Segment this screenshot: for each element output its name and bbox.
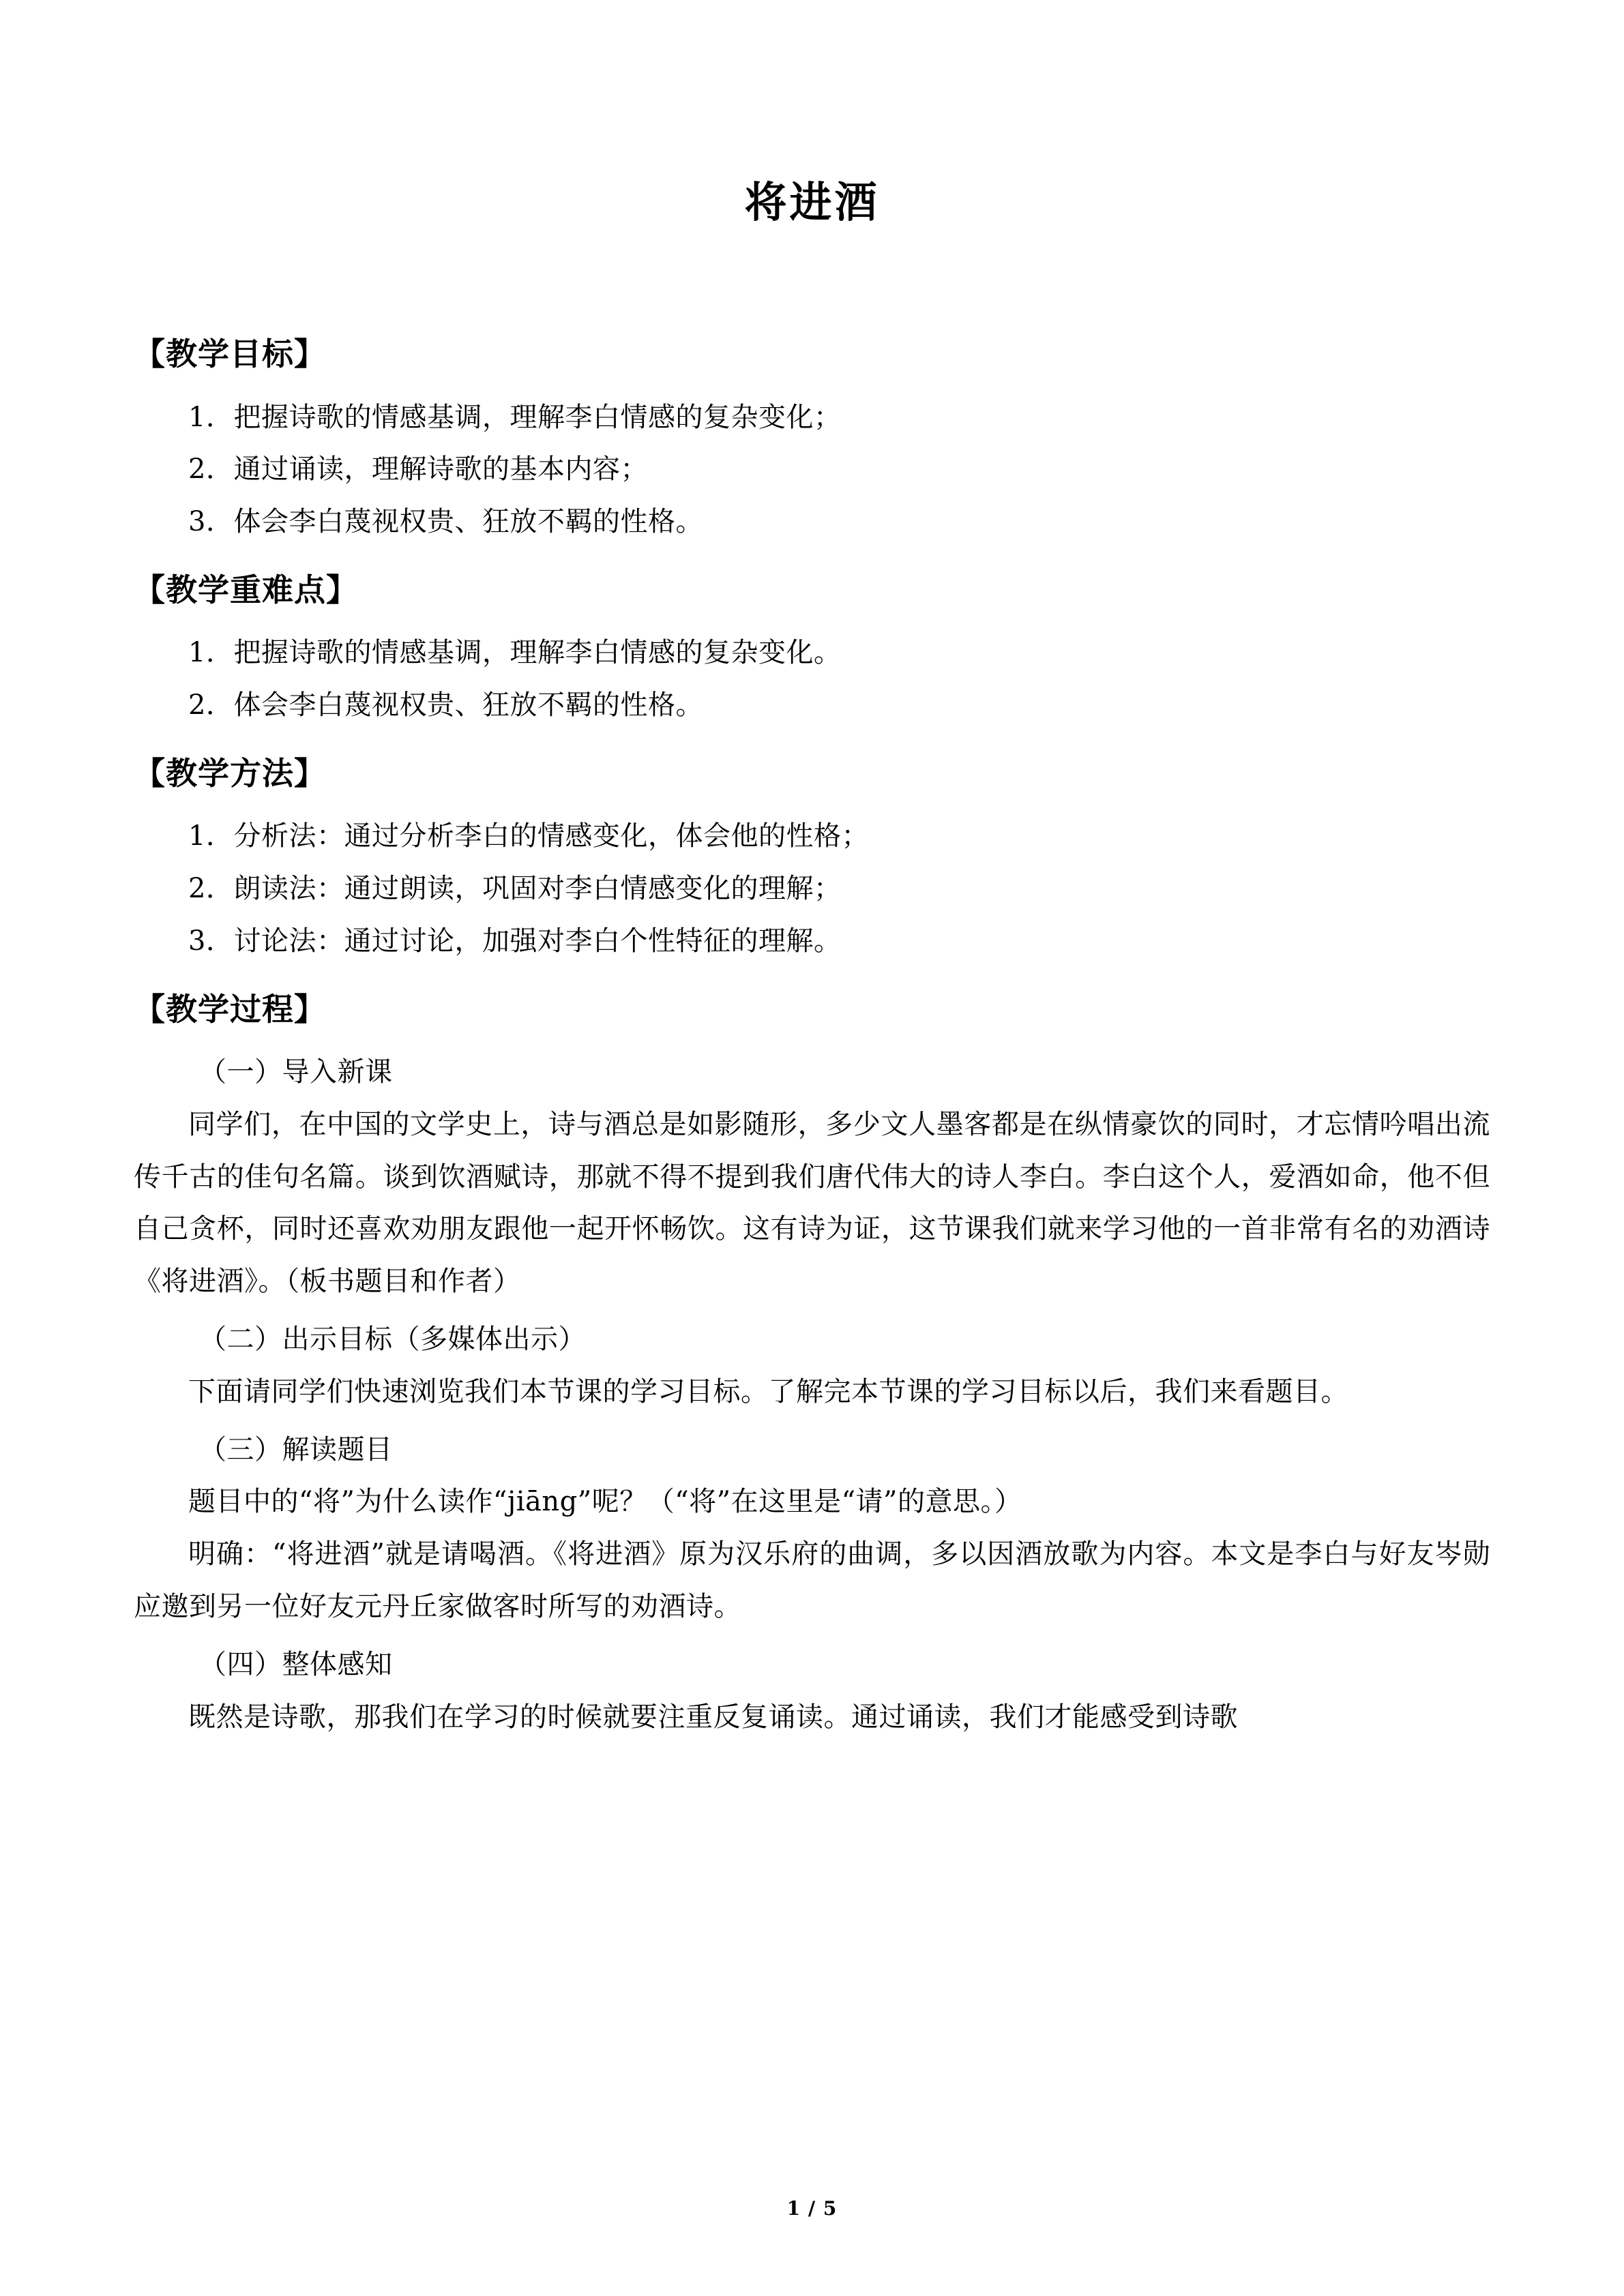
list-item: 3．体会李白蔑视权贵、狂放不羁的性格。 xyxy=(188,506,703,538)
page-number: 1 / 5 xyxy=(786,2197,838,2220)
process-block-goals xyxy=(134,1313,1490,1418)
process-block-intro xyxy=(134,1046,1490,1308)
process-block-overall-perception xyxy=(134,1639,1490,1744)
process-label: （二）出示目标（多媒体出示） xyxy=(199,1323,586,1355)
list-item: 1．分析法：通过分析李白的情感变化，体会他的性格； xyxy=(188,820,869,852)
process-text: 同学们，在中国的文学史上，诗与酒总是如影随形，多少文人墨客都是在纵情豪饮的同时，才忘情吟唱出流传千古的佳句名篇。谈到饮酒赋诗，那就不得不提到我们唐代伟大的诗人李白。李白这个人，爱酒如命，他不但自己贪杯，同时还喜欢劝朋友跟他一起开怀畅饮。这有诗为证，这节课我们就来学习他的一首非常有名的劝酒诗《将进酒》。（板书题目和作者） xyxy=(134,1108,1490,1298)
page-title: 将进酒 xyxy=(744,177,880,227)
section-heading-process: 【教学过程】 xyxy=(134,990,326,1028)
list-item: 2．通过诵读，理解诗歌的基本内容； xyxy=(188,453,648,486)
section-heading-key-points: 【教学重难点】 xyxy=(134,571,358,609)
process-text: 既然是诗歌，那我们在学习的时候就要注重反复诵读。通过诵读，我们才能感受到诗歌 xyxy=(188,1701,1238,1733)
process-block-title-analysis xyxy=(134,1424,1490,1633)
section-heading-methods: 【教学方法】 xyxy=(134,754,326,792)
section-heading-objectives: 【教学目标】 xyxy=(134,336,326,373)
process-text: 题目中的“将”为什么读作“jiāng”呢？（“将”在这里是“请”的意思。） xyxy=(188,1486,1022,1518)
process-label: （三）解读题目 xyxy=(199,1433,393,1465)
list-item: 3．讨论法：通过讨论，加强对李白个性特征的理解。 xyxy=(188,925,842,957)
list-item: 2．体会李白蔑视权贵、狂放不羁的性格。 xyxy=(188,689,703,721)
process-label: （四）整体感知 xyxy=(199,1648,393,1680)
process-text-secondary: 明确：“将进酒”就是请喝酒。《将进酒》原为汉乐府的曲调，多以因酒放歌为内容。本文是李白与好友岑勋应邀到另一位好友元丹丘家做客时所写的劝酒诗。 xyxy=(134,1538,1490,1622)
process-label: （一）导入新课 xyxy=(199,1056,393,1088)
key-points-list xyxy=(134,627,1490,732)
objectives-list xyxy=(134,391,1490,548)
list-item: 2．朗读法：通过朗读，巩固对李白情感变化的理解； xyxy=(188,873,842,905)
methods-list xyxy=(134,810,1490,967)
process-text: 下面请同学们快速浏览我们本节课的学习目标。了解完本节课的学习目标以后，我们来看题目。 xyxy=(188,1375,1348,1407)
list-item: 1．把握诗歌的情感基调，理解李白情感的复杂变化； xyxy=(188,401,842,433)
list-item: 1．把握诗歌的情感基调，理解李白情感的复杂变化。 xyxy=(188,637,842,669)
